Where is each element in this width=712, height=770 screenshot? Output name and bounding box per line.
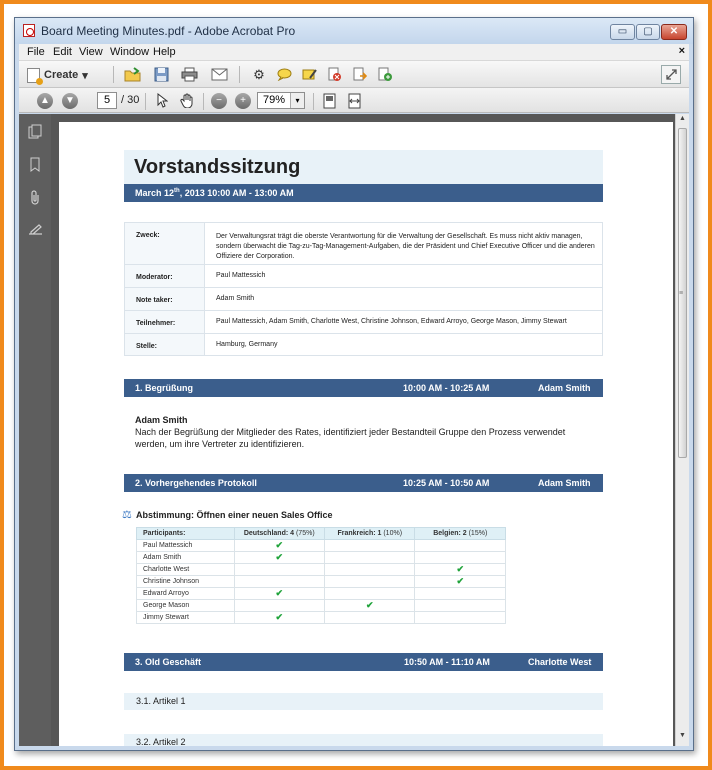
expand-view-icon[interactable] (661, 65, 681, 84)
checkmark-icon: ✔ (456, 576, 465, 586)
vote-cell (325, 612, 415, 624)
vote-cell (415, 564, 506, 576)
vote-header-belgium-percent: (15%) (466, 530, 488, 537)
open-folder-icon[interactable] (123, 65, 143, 84)
vote-cell (234, 540, 324, 552)
info-row-moderator (125, 265, 603, 288)
plus-icon: + (235, 93, 251, 109)
section-owner: Charlotte West (528, 657, 592, 667)
create-pdf-icon (27, 68, 40, 83)
vote-header-france-label: Frankreich: 1 (337, 530, 382, 537)
maximize-button[interactable]: ▢ (636, 24, 660, 40)
zoom-out-button[interactable] (209, 91, 229, 110)
vote-cell (234, 564, 324, 576)
select-cursor-icon[interactable] (152, 91, 172, 110)
vote-cell (234, 600, 324, 612)
vote-participant-name: Christine Johnson (137, 576, 235, 588)
greeting-text-line1: Nach der Begrüßung der Mitglieder des Rates, identifiziert jeder Bestandteil Gruppe den Prozess verwendet (135, 427, 566, 437)
section-owner: Adam Smith (538, 478, 591, 488)
navigation-toolbar (19, 88, 689, 113)
vote-cell (234, 576, 324, 588)
checkmark-icon: ✔ (365, 600, 374, 610)
pages-panel-icon[interactable] (26, 122, 44, 140)
print-icon[interactable] (179, 65, 199, 84)
vote-row (137, 540, 506, 552)
vote-cell (415, 540, 506, 552)
vote-cell (325, 588, 415, 600)
section-time: 10:25 AM - 10:50 AM (403, 478, 490, 488)
subsection-band (124, 734, 603, 746)
chevron-down-icon[interactable]: ▾ (290, 93, 304, 108)
previous-page-button[interactable] (35, 91, 55, 110)
comment-icon[interactable] (274, 65, 294, 84)
vote-header-germany-percent: (75%) (294, 530, 315, 537)
pdf-page (59, 122, 673, 746)
note-taker-label: Note taker: (125, 288, 205, 311)
close-document-button[interactable]: × (678, 45, 685, 57)
section-time: 10:00 AM - 10:25 AM (403, 383, 490, 393)
vote-cell (234, 588, 324, 600)
next-page-button[interactable] (60, 91, 80, 110)
meeting-date-time: , 2013 10:00 AM - 13:00 AM (179, 188, 294, 198)
page-number-input[interactable]: 5 (97, 92, 117, 109)
info-row-purpose (125, 223, 603, 265)
vote-cell (415, 552, 506, 564)
page-total: / 30 (121, 94, 140, 106)
arrow-up-icon: ▲ (37, 93, 53, 109)
meeting-date-prefix: March 12 (135, 188, 175, 198)
checkmark-icon: ✔ (275, 540, 284, 550)
menu-window[interactable]: Window (110, 46, 150, 58)
vote-participant-name: Edward Arroyo (137, 588, 235, 600)
subsection-title: 3.1. Artikel 1 (136, 696, 186, 706)
scroll-down-arrow-icon[interactable]: ▼ (679, 732, 686, 739)
reject-document-icon[interactable] (324, 65, 344, 84)
vote-cell (325, 564, 415, 576)
section-title: 1. Begrüßung (135, 383, 193, 393)
purpose-value: Der Verwaltungsrat trägt die oberste Verantwortung für die Verwaltung der Gesellschaft. Es muss nicht aktiv managen, sondern überwacht die Tag-zu-Tag-Management-Aufgaben, die der Präsident und Chief Executive Officer und die anderen Offiziere der Corporation. (205, 223, 603, 265)
menu-bar (19, 44, 689, 61)
vote-cell (325, 600, 415, 612)
vote-header-participants: Participants: (137, 528, 235, 540)
location-value: Hamburg, Germany (205, 334, 603, 356)
zoom-in-button[interactable] (233, 91, 253, 110)
section-time: 10:50 AM - 11:10 AM (404, 657, 490, 667)
vote-participant-name: Adam Smith (137, 552, 235, 564)
section-bar (124, 474, 603, 492)
toolbar-separator (113, 66, 114, 83)
vote-cell (325, 552, 415, 564)
meeting-date (135, 188, 294, 198)
vote-cell (415, 600, 506, 612)
navigation-pane (19, 114, 51, 746)
settings-gear-icon[interactable]: ⚙ (253, 66, 265, 82)
vote-participant-name: Paul Mattessich (137, 540, 235, 552)
email-icon[interactable] (209, 65, 229, 84)
vote-row (137, 588, 506, 600)
menu-edit[interactable]: Edit (53, 46, 72, 58)
vote-cell (415, 576, 506, 588)
create-label: Create (44, 69, 79, 81)
greeting-speaker: Adam Smith (135, 415, 188, 425)
chevron-down-icon: ▾ (82, 69, 88, 82)
checkmark-icon: ✔ (275, 612, 284, 622)
vote-title: Abstimmung: Öffnen einer neuen Sales Office (136, 510, 333, 520)
scroll-grip-icon: ≡ (679, 290, 684, 297)
toolbar-separator (203, 93, 204, 110)
vote-row (137, 612, 506, 624)
fit-page-icon[interactable] (319, 91, 339, 110)
menu-help[interactable]: Help (153, 46, 176, 58)
minus-icon: − (211, 93, 227, 109)
vote-cell (415, 588, 506, 600)
vote-cell (234, 612, 324, 624)
vote-table (136, 527, 506, 624)
vote-cell (415, 612, 506, 624)
fit-width-icon[interactable] (344, 91, 364, 110)
document-area (51, 114, 675, 746)
save-icon[interactable] (151, 65, 171, 84)
zoom-level-select[interactable] (257, 92, 305, 109)
vote-header-france-percent: (10%) (381, 530, 403, 537)
moderator-label: Moderator: (125, 265, 205, 288)
acrobat-app-icon (23, 24, 35, 37)
toolbar-separator (313, 93, 314, 110)
minimize-button[interactable]: ▭ (610, 24, 635, 40)
menu-view[interactable]: View (79, 46, 103, 58)
location-label: Stelle: (125, 334, 205, 356)
toolbar-separator (145, 93, 146, 110)
vote-row (137, 552, 506, 564)
scales-icon: ⚖ (122, 509, 132, 521)
acrobat-window (14, 17, 694, 751)
info-row-location (125, 334, 603, 356)
greeting-text-line2: werden, um ihre Vertreter zu identifizieren. (135, 439, 305, 449)
vote-row (137, 576, 506, 588)
zoom-level-value: 79% (263, 94, 286, 106)
vote-participant-name: Charlotte West (137, 564, 235, 576)
checkmark-icon: ✔ (275, 588, 284, 598)
vote-header-row (137, 528, 506, 540)
bookmarks-panel-icon[interactable] (26, 155, 44, 173)
vote-participant-name: George Mason (137, 600, 235, 612)
vote-participant-name: Jimmy Stewart (137, 612, 235, 624)
share-document-icon[interactable] (374, 65, 394, 84)
section-owner: Adam Smith (538, 383, 591, 393)
info-row-participants (125, 311, 603, 334)
main-toolbar (19, 61, 689, 88)
participants-label: Teilnehmer: (125, 311, 205, 334)
vote-cell (234, 552, 324, 564)
arrow-down-icon: ▼ (62, 93, 78, 109)
meeting-date-bar (124, 184, 603, 202)
info-row-note-taker (125, 288, 603, 311)
section-title: 2. Vorhergehendes Protokoll (135, 478, 257, 488)
meeting-date-suffix-sup: th (174, 188, 180, 194)
document-title: Vorstandssitzung (134, 156, 301, 178)
attachments-paperclip-icon[interactable] (26, 188, 44, 206)
vote-header-belgium-label: Belgien: 2 (433, 530, 467, 537)
signatures-pen-icon[interactable] (26, 221, 44, 239)
vote-header-germany-label: Deutschland: 4 (243, 530, 295, 537)
checkmark-icon: ✔ (275, 552, 284, 562)
vertical-scrollbar[interactable] (675, 114, 689, 746)
toolbar-separator (239, 66, 240, 83)
scroll-up-arrow-icon[interactable]: ▲ (679, 115, 686, 122)
moderator-value: Paul Mattessich (205, 265, 603, 288)
vote-header-germany (234, 528, 324, 540)
vote-cell (325, 576, 415, 588)
vote-row (137, 600, 506, 612)
vote-rows (137, 540, 506, 624)
export-document-icon[interactable] (349, 65, 369, 84)
create-button[interactable] (27, 65, 88, 85)
menu-file[interactable]: File (27, 46, 45, 58)
checkmark-icon: ✔ (456, 564, 465, 574)
meeting-info-table (124, 222, 603, 356)
subsection-title: 3.2. Artikel 2 (136, 737, 186, 746)
note-taker-value: Adam Smith (205, 288, 603, 311)
subsection-band (124, 693, 603, 710)
close-button[interactable]: ✕ (661, 24, 687, 40)
participants-value: Paul Mattessich, Adam Smith, Charlotte West, Christine Johnson, Edward Arroyo, George Mason, Jimmy Stewart (205, 311, 603, 334)
section-title: 3. Old Geschäft (135, 657, 202, 667)
highlight-pen-icon[interactable] (299, 65, 319, 84)
title-bar (15, 18, 693, 44)
vote-row (137, 564, 506, 576)
document-title-band (124, 150, 603, 184)
section-bar (124, 653, 603, 671)
vote-cell (325, 540, 415, 552)
purpose-label: Zweck: (125, 223, 205, 265)
section-bar (124, 379, 603, 397)
hand-tool-icon[interactable] (177, 91, 197, 110)
window-title: Board Meeting Minutes.pdf - Adobe Acrobat Pro (41, 24, 296, 38)
vote-header-france (325, 528, 415, 540)
vote-header-belgium (415, 528, 506, 540)
